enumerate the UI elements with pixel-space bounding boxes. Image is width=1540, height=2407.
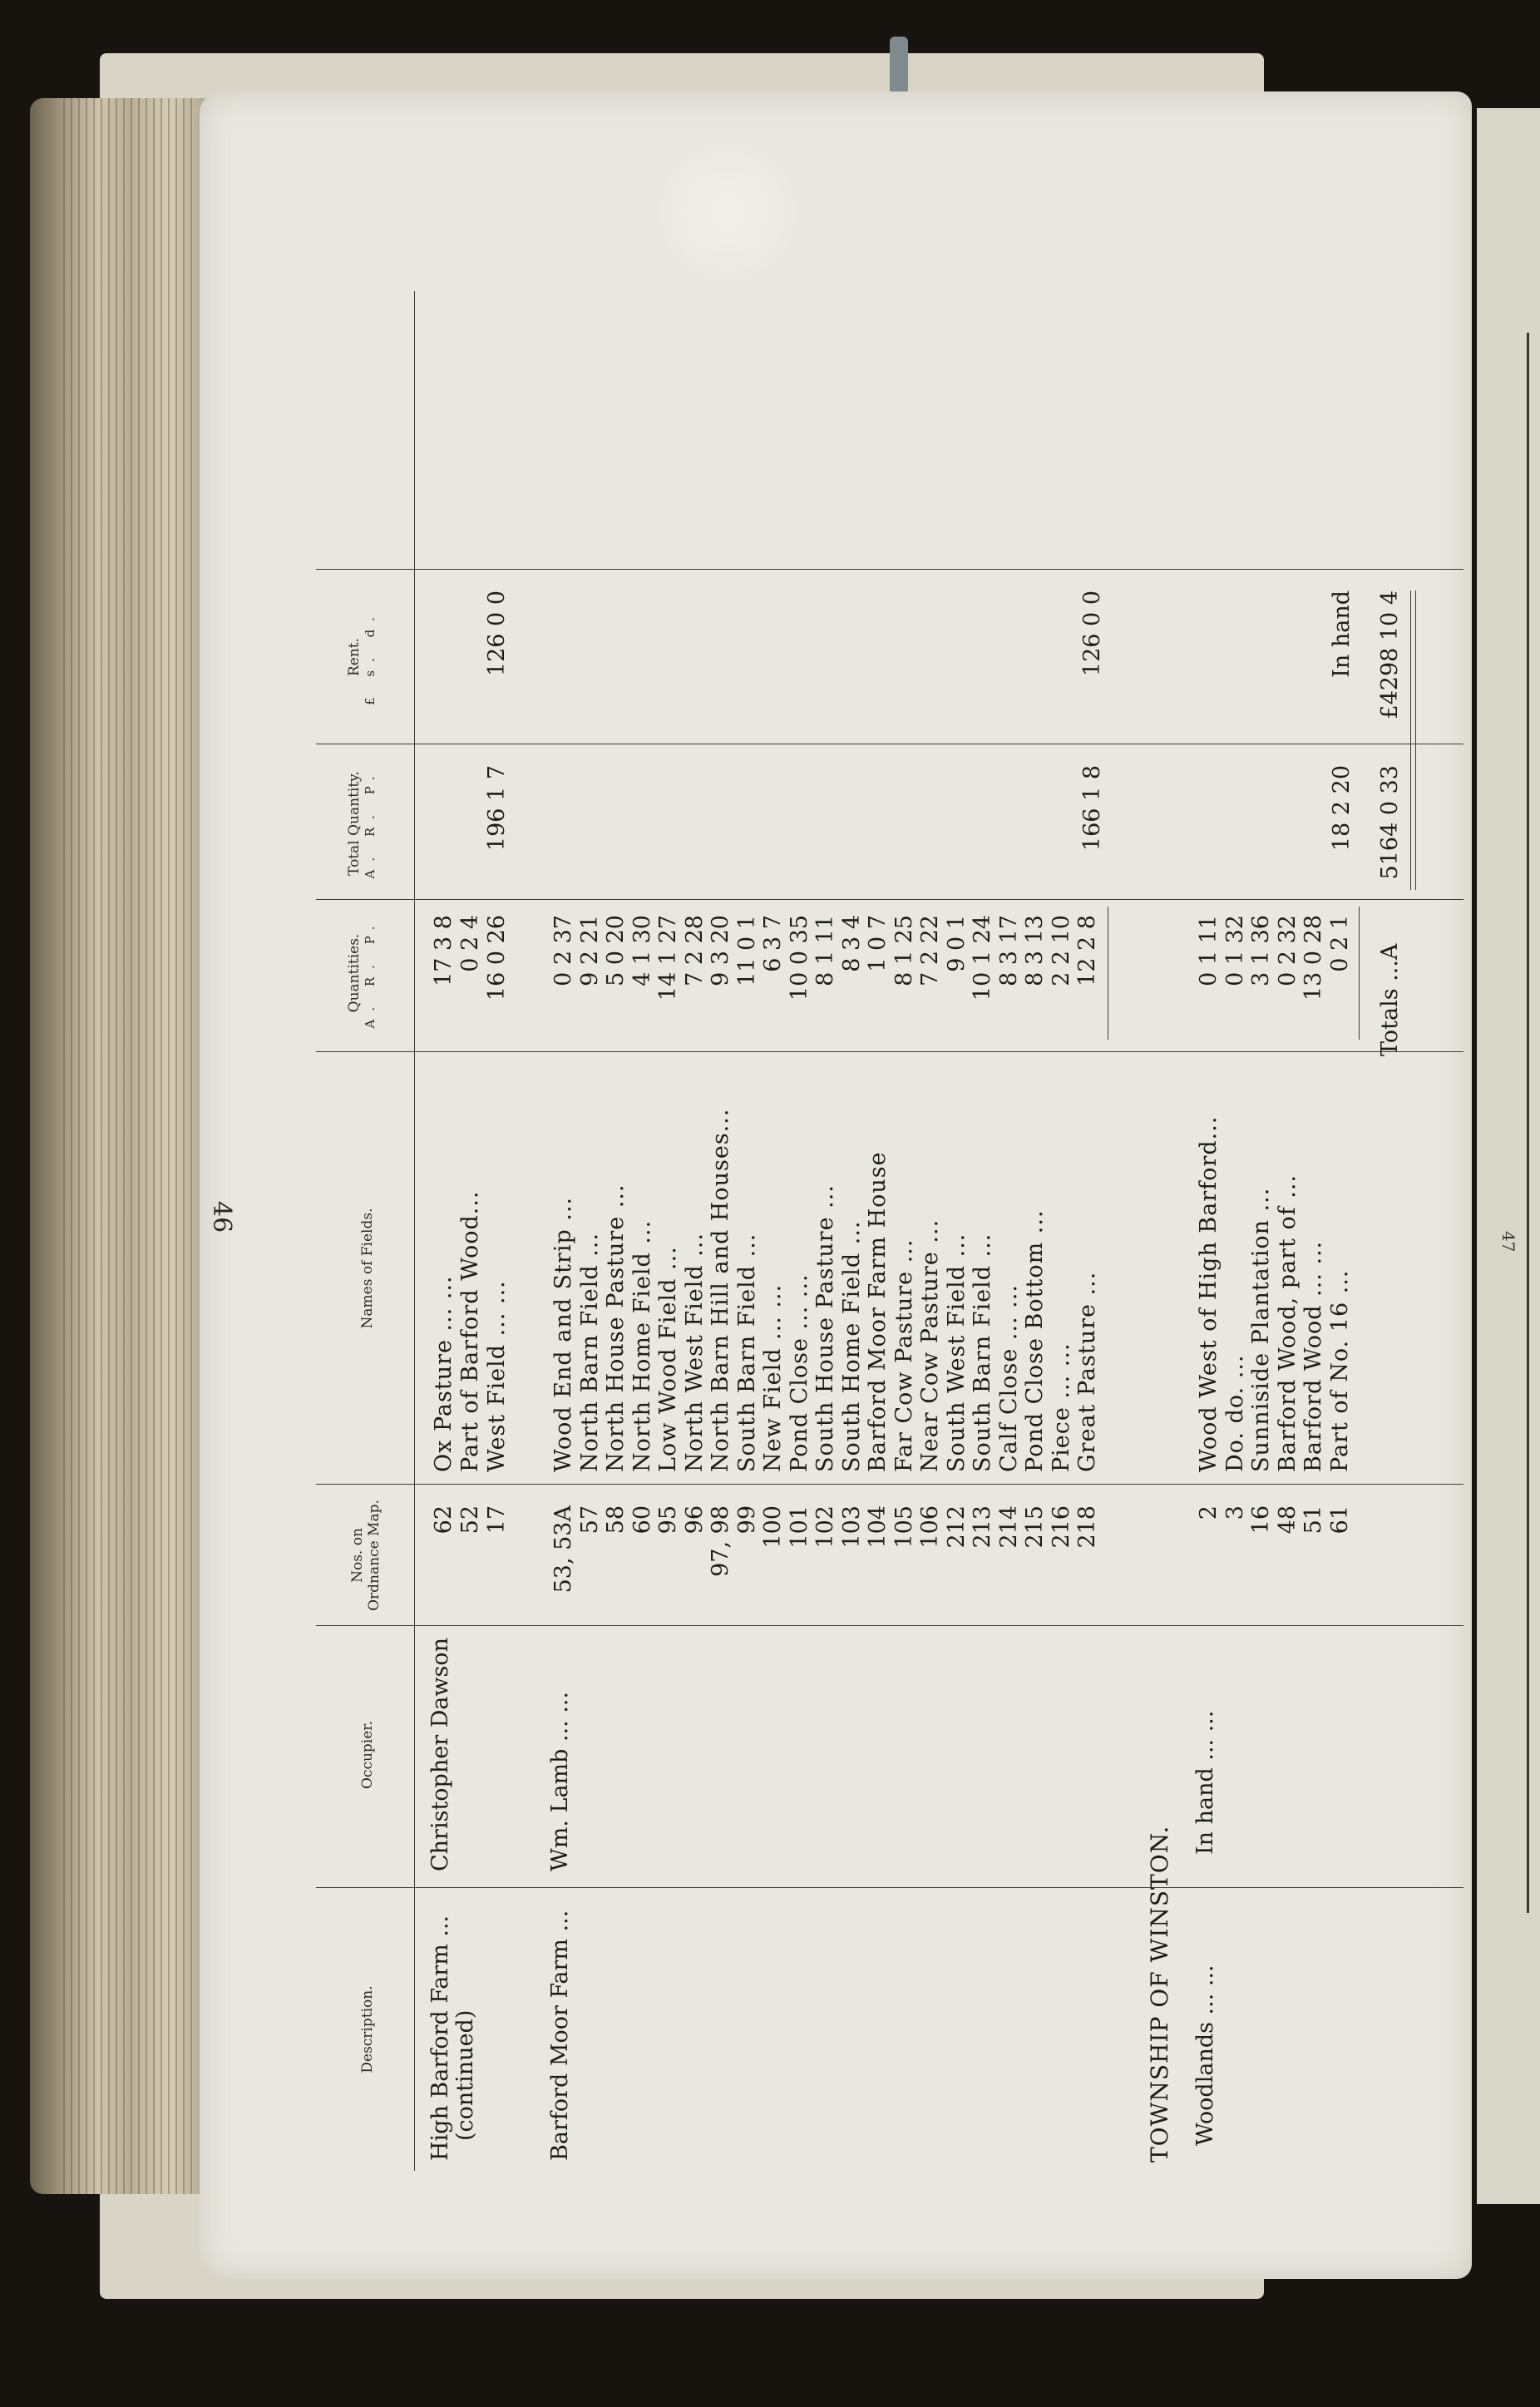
ordnance-number: 58 <box>603 1505 629 1535</box>
field-name: Pond Close ... ... <box>786 1273 812 1472</box>
group-description-continued: (continued) <box>452 2009 478 2141</box>
header-quantities <box>346 907 378 1040</box>
header-rent-label: Rent. <box>346 637 363 677</box>
ordnance-number: 218 <box>1074 1505 1100 1549</box>
field-quantity: 0 2 32 <box>1274 915 1301 986</box>
field-quantity: 0 1 32 <box>1222 915 1248 986</box>
group-description: High Barford Farm ... <box>427 1915 453 2161</box>
field-name: South House Pasture ... <box>812 1184 838 1472</box>
group-total-quantity: 18 2 20 <box>1329 765 1355 852</box>
column-rule <box>316 1625 1463 1626</box>
header-description: Description. <box>359 1985 376 2073</box>
field-quantity: 3 1 36 <box>1248 915 1274 986</box>
field-name: North Home Field ... <box>629 1219 655 1472</box>
bookmark-clip <box>890 37 908 95</box>
field-quantity: 8 1 11 <box>812 915 838 986</box>
facing-page <box>1477 108 1540 2204</box>
field-name: Do. do. ... <box>1222 1354 1248 1472</box>
header-nos-line1: Nos. on <box>349 1528 366 1583</box>
column-rule <box>316 569 1463 570</box>
field-quantity: 10 1 24 <box>970 915 995 1001</box>
field-quantity: 0 2 37 <box>550 915 576 986</box>
column-rule <box>316 899 1463 900</box>
facing-page-rule <box>1527 333 1529 1913</box>
ordnance-number: 99 <box>733 1505 760 1535</box>
field-quantity: 9 0 1 <box>943 915 970 972</box>
field-name: Pond Close Bottom ... <box>1022 1209 1048 1472</box>
field-name: South Barn Field ... <box>733 1233 760 1472</box>
column-rule <box>316 1887 1463 1888</box>
field-quantity: 8 1 25 <box>891 915 917 986</box>
field-name: Piece ... ... <box>1048 1342 1074 1472</box>
field-quantity: 4 1 30 <box>629 915 655 986</box>
ordnance-number: 214 <box>995 1505 1022 1549</box>
ordnance-number: 60 <box>629 1505 655 1535</box>
header-nos-line2: Ordnance Map. <box>366 1500 383 1611</box>
field-name: Far Cow Pasture ... <box>891 1238 917 1472</box>
ordnance-number: 96 <box>681 1505 708 1535</box>
ordnance-number: 101 <box>786 1505 812 1549</box>
field-name: Barford Moor Farm House <box>865 1151 891 1472</box>
ordnance-number: 102 <box>812 1505 838 1549</box>
ordnance-number: 53, 53A <box>550 1505 576 1594</box>
group-description: Barford Moor Farm ... <box>547 1910 573 2161</box>
field-quantity: 8 3 13 <box>1022 915 1048 986</box>
field-name: Calf Close ... ... <box>995 1283 1022 1472</box>
ordnance-number: 106 <box>917 1505 943 1549</box>
field-quantity: 9 3 20 <box>708 915 733 986</box>
field-quantity: 13 0 28 <box>1301 915 1326 1001</box>
ordnance-number: 16 <box>1248 1505 1274 1535</box>
field-name: North Barn Hill and Houses... <box>708 1108 733 1472</box>
subtotal-rule <box>1359 907 1360 1040</box>
field-quantity: 8 3 4 <box>838 915 865 972</box>
field-quantity: 8 3 17 <box>995 915 1022 986</box>
field-quantity: 2 2 10 <box>1048 915 1074 986</box>
ordnance-number: 213 <box>970 1505 995 1549</box>
ordnance-number: 62 <box>431 1505 457 1535</box>
ordnance-number: 17 <box>484 1505 510 1535</box>
rent-roll-table <box>316 91 1480 2171</box>
township-heading: TOWNSHIP OF WINSTON. <box>1146 1825 1173 2162</box>
field-quantity: 0 2 4 <box>457 915 483 972</box>
ordnance-number: 48 <box>1274 1505 1301 1535</box>
ordnance-number: 103 <box>838 1505 865 1549</box>
ordnance-number: 57 <box>576 1505 603 1535</box>
field-name: South West Field ... <box>943 1233 970 1472</box>
header-quantities-units: A. R. P. <box>363 917 378 1029</box>
field-name: Sunniside Plantation ... <box>1248 1187 1274 1472</box>
field-name: Wood West of High Barford... <box>1196 1115 1222 1472</box>
ordnance-number: 97, 98 <box>708 1505 733 1577</box>
group-occupier: Christopher Dawson <box>427 1637 453 1871</box>
field-quantity: 7 2 22 <box>917 915 943 986</box>
ordnance-number: 3 <box>1222 1505 1248 1520</box>
field-quantity: 5 0 20 <box>603 915 629 986</box>
group-rent: 126 0 0 <box>484 591 510 677</box>
field-name: South Barn Field ... <box>970 1233 995 1472</box>
page-number-right: 47 <box>1498 1231 1518 1253</box>
header-occupier: Occupier. <box>359 1721 376 1789</box>
field-name: Ox Pasture ... ... <box>431 1275 457 1472</box>
page-number-left: 46 <box>207 1201 236 1233</box>
field-name: Great Pasture ... <box>1074 1271 1100 1472</box>
field-quantity: 6 3 7 <box>760 915 786 972</box>
field-name: North Barn Field ... <box>576 1232 603 1472</box>
ordnance-number: 61 <box>1326 1505 1353 1535</box>
field-quantity: 0 1 11 <box>1196 915 1222 986</box>
field-quantity: 16 0 26 <box>484 915 510 1001</box>
ordnance-number: 216 <box>1048 1505 1074 1549</box>
field-quantity: 14 1 27 <box>655 915 681 1001</box>
group-occupier: Wm. Lamb ... ... <box>547 1691 573 1871</box>
field-quantity: 11 0 1 <box>733 915 760 986</box>
ordnance-number: 2 <box>1196 1505 1222 1520</box>
field-name: Barford Wood, part of ... <box>1274 1174 1301 1472</box>
field-quantity: 7 2 28 <box>681 915 708 986</box>
field-quantity: 9 2 21 <box>576 915 603 986</box>
header-rule <box>414 291 415 2171</box>
header-total-quantity <box>346 753 378 894</box>
totals-rule <box>1410 591 1411 890</box>
column-rule <box>316 1051 1463 1052</box>
field-quantity: 0 2 1 <box>1326 915 1353 972</box>
group-rent: In hand <box>1329 591 1355 678</box>
field-name: Near Cow Pasture ... <box>917 1218 943 1472</box>
ordnance-number: 105 <box>891 1505 917 1549</box>
header-names-of-fields: Names of Fields. <box>359 1208 376 1329</box>
ordnance-number: 95 <box>655 1505 681 1535</box>
header-total-label: Total Quantity. <box>346 771 363 876</box>
ordnance-number: 51 <box>1301 1505 1326 1535</box>
group-rent: 126 0 0 <box>1079 591 1105 677</box>
header-total-units: A. R. P. <box>363 768 378 879</box>
header-rent-units: £ s. d. <box>363 609 378 705</box>
field-name: New Field ... ... <box>760 1283 786 1472</box>
ordnance-number: 52 <box>457 1505 483 1535</box>
field-name: North House Pasture ... <box>603 1184 629 1472</box>
ordnance-number: 212 <box>943 1505 970 1549</box>
header-rent <box>346 574 378 740</box>
column-rule <box>316 1484 1463 1485</box>
field-name: Low Wood Field ... <box>655 1246 681 1472</box>
ordnance-number: 215 <box>1022 1505 1048 1549</box>
field-name: Part of Barford Wood... <box>457 1190 483 1472</box>
totals-label: Totals ...A <box>1377 943 1403 1056</box>
grand-total-quantity: 5164 0 33 <box>1377 765 1403 880</box>
field-name: North West Field ... <box>681 1232 708 1472</box>
field-name: Wood End and Strip ... <box>550 1196 576 1472</box>
grand-total-rent: £4298 10 4 <box>1377 591 1403 719</box>
field-name: Part of No. 16 ... <box>1326 1269 1353 1472</box>
group-total-quantity: 196 1 7 <box>484 765 510 852</box>
group-occupier: In hand ... ... <box>1192 1710 1218 1855</box>
field-name: South Home Field ... <box>838 1220 865 1472</box>
field-quantity: 1 0 7 <box>865 915 891 972</box>
ordnance-number: 104 <box>865 1505 891 1549</box>
field-name: Barford Wood ... ... <box>1301 1240 1326 1472</box>
field-name: West Field ... ... <box>484 1280 510 1472</box>
field-quantity: 10 0 35 <box>786 915 812 1001</box>
field-quantity: 12 2 8 <box>1074 915 1100 986</box>
header-quantities-label: Quantities. <box>346 933 363 1013</box>
header-ordnance-map <box>349 1489 383 1622</box>
group-description: Woodlands ... ... <box>1192 1965 1218 2146</box>
ordnance-number: 100 <box>760 1505 786 1549</box>
totals-rule-double <box>1415 591 1416 890</box>
field-quantity: 17 3 8 <box>431 915 457 986</box>
group-total-quantity: 166 1 8 <box>1079 765 1105 852</box>
